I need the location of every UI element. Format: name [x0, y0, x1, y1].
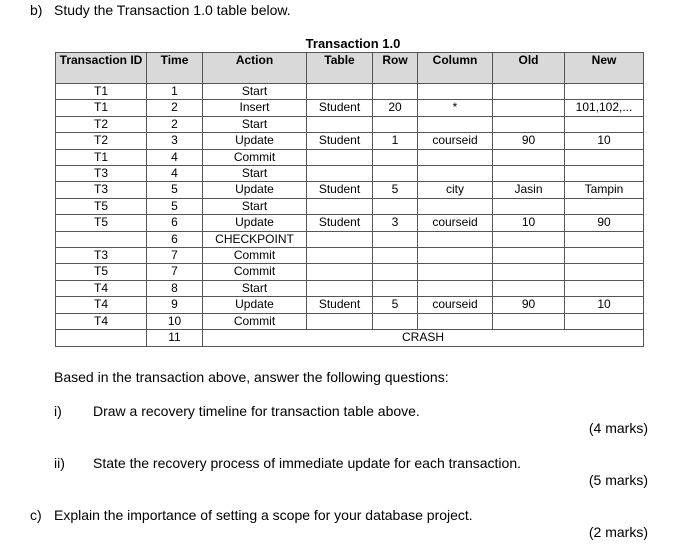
cell-column — [418, 166, 493, 182]
table-row — [56, 198, 644, 214]
cell-time: 10 — [147, 313, 203, 329]
cell-transaction-id — [56, 231, 147, 247]
cell-column — [418, 264, 493, 280]
cell-old — [493, 198, 565, 214]
cell-new — [565, 198, 644, 214]
cell-new: 10 — [565, 133, 644, 149]
cell-time: 6 — [147, 215, 203, 231]
cell-transaction-id: T1 — [56, 84, 147, 100]
cell-transaction-id: T5 — [56, 198, 147, 214]
cell-transaction-id: T3 — [56, 182, 147, 198]
cell-time: 2 — [147, 100, 203, 116]
cell-time: 4 — [147, 149, 203, 165]
cell-time: 4 — [147, 166, 203, 182]
table-row — [56, 297, 644, 313]
table-row — [56, 166, 644, 182]
cell-action: Update — [203, 215, 307, 231]
table-row — [56, 215, 644, 231]
cell-action: Insert — [203, 100, 307, 116]
section-c-label: c) — [30, 507, 42, 523]
cell-column: city — [418, 182, 493, 198]
cell-action: Update — [203, 297, 307, 313]
cell-row — [373, 149, 418, 165]
cell-action: CHECKPOINT — [203, 231, 307, 247]
header-new: New — [565, 53, 644, 84]
cell-transaction-id: T3 — [56, 166, 147, 182]
question-i-label: i) — [54, 403, 62, 419]
cell-column — [418, 198, 493, 214]
cell-new — [565, 264, 644, 280]
cell-transaction-id: T5 — [56, 264, 147, 280]
cell-old — [493, 116, 565, 132]
cell-new — [565, 231, 644, 247]
cell-action: Update — [203, 182, 307, 198]
cell-time: 9 — [147, 297, 203, 313]
cell-time: 2 — [147, 116, 203, 132]
cell-new — [565, 149, 644, 165]
cell-row — [373, 231, 418, 247]
header-column: Column — [418, 53, 493, 84]
cell-time: 7 — [147, 264, 203, 280]
cell-column — [418, 248, 493, 264]
table-row — [56, 264, 644, 280]
cell-column — [418, 313, 493, 329]
cell-column: courseid — [418, 215, 493, 231]
cell-table — [307, 198, 373, 214]
cell-new — [565, 166, 644, 182]
cell-old — [493, 84, 565, 100]
cell-action: Commit — [203, 248, 307, 264]
cell-row: 20 — [373, 100, 418, 116]
cell-table: Student — [307, 215, 373, 231]
cell-old — [493, 149, 565, 165]
cell-column: courseid — [418, 133, 493, 149]
header-row: Row — [373, 53, 418, 84]
cell-action: Start — [203, 198, 307, 214]
cell-table — [307, 264, 373, 280]
cell-transaction-id: T4 — [56, 297, 147, 313]
table-row — [56, 231, 644, 247]
cell-column — [418, 84, 493, 100]
cell-table — [307, 313, 373, 329]
section-b-label: b) — [30, 2, 43, 18]
table-row — [56, 133, 644, 149]
cell-new: 90 — [565, 215, 644, 231]
cell-old — [493, 264, 565, 280]
cell-new: 101,102,... — [565, 100, 644, 116]
cell-transaction-id: T1 — [56, 149, 147, 165]
cell-transaction-id: T3 — [56, 248, 147, 264]
table-row — [56, 100, 644, 116]
cell-new — [565, 116, 644, 132]
table-row — [56, 149, 644, 165]
header-action: Action — [203, 53, 307, 84]
cell-row: 5 — [373, 182, 418, 198]
cell-new: Tampin — [565, 182, 644, 198]
cell-time: 7 — [147, 248, 203, 264]
cell-new — [565, 84, 644, 100]
table-row — [56, 280, 644, 296]
cell-action: Update — [203, 133, 307, 149]
cell-time: 11 — [147, 330, 203, 346]
cell-table — [307, 84, 373, 100]
header-table: Table — [307, 53, 373, 84]
cell-action: Start — [203, 116, 307, 132]
table-row — [56, 84, 644, 100]
crash-row — [56, 330, 644, 346]
cell-old — [493, 100, 565, 116]
crash-label: CRASH — [203, 330, 644, 346]
cell-action: Start — [203, 84, 307, 100]
cell-new — [565, 313, 644, 329]
table-row — [56, 313, 644, 329]
header-time: Time — [147, 53, 203, 84]
cell-action: Start — [203, 280, 307, 296]
cell-table: Student — [307, 100, 373, 116]
cell-table — [307, 280, 373, 296]
question-i-text: Draw a recovery timeline for transaction table above. — [93, 403, 420, 419]
cell-action: Start — [203, 166, 307, 182]
cell-transaction-id: T2 — [56, 133, 147, 149]
cell-table: Student — [307, 182, 373, 198]
cell-row — [373, 313, 418, 329]
section-c-marks: (2 marks) — [588, 524, 648, 540]
cell-table: Student — [307, 133, 373, 149]
transaction-table — [55, 52, 644, 347]
header-old: Old — [493, 53, 565, 84]
section-c-text: Explain the importance of setting a scope for your database project. — [54, 507, 473, 523]
cell-row: 5 — [373, 297, 418, 313]
cell-old — [493, 280, 565, 296]
table-row — [56, 182, 644, 198]
question-ii-marks: (5 marks) — [588, 472, 648, 488]
cell-time: 1 — [147, 84, 203, 100]
header-transaction-id: Transaction ID — [56, 53, 147, 84]
question-i-marks: (4 marks) — [588, 420, 648, 436]
table-title: Transaction 1.0 — [305, 36, 401, 51]
cell-transaction-id: T2 — [56, 116, 147, 132]
cell-time: 5 — [147, 182, 203, 198]
cell-row — [373, 166, 418, 182]
cell-row — [373, 116, 418, 132]
cell-old — [493, 231, 565, 247]
cell-table: Student — [307, 297, 373, 313]
cell-time: 6 — [147, 231, 203, 247]
cell-old: 10 — [493, 215, 565, 231]
cell-row: 1 — [373, 133, 418, 149]
intro-text: Based in the transaction above, answer the following questions: — [54, 369, 449, 385]
cell-time: 3 — [147, 133, 203, 149]
cell-column — [418, 116, 493, 132]
cell-row — [373, 248, 418, 264]
cell-transaction-id — [56, 330, 147, 346]
cell-action: Commit — [203, 149, 307, 165]
cell-transaction-id: T1 — [56, 100, 147, 116]
cell-old — [493, 313, 565, 329]
cell-new — [565, 280, 644, 296]
cell-row — [373, 264, 418, 280]
cell-old — [493, 248, 565, 264]
question-ii-text: State the recovery process of immediate update for each transaction. — [93, 455, 522, 471]
cell-action: Commit — [203, 264, 307, 280]
cell-new: 10 — [565, 297, 644, 313]
cell-row — [373, 280, 418, 296]
cell-transaction-id: T4 — [56, 280, 147, 296]
cell-transaction-id: T5 — [56, 215, 147, 231]
cell-new — [565, 248, 644, 264]
cell-time: 5 — [147, 198, 203, 214]
cell-column — [418, 149, 493, 165]
table-row — [56, 248, 644, 264]
cell-table — [307, 166, 373, 182]
cell-table — [307, 116, 373, 132]
cell-column: courseid — [418, 297, 493, 313]
cell-old: 90 — [493, 133, 565, 149]
cell-table — [307, 231, 373, 247]
cell-transaction-id: T4 — [56, 313, 147, 329]
cell-old — [493, 166, 565, 182]
section-b-text: Study the Transaction 1.0 table below. — [54, 2, 291, 18]
cell-row — [373, 84, 418, 100]
table-row — [56, 116, 644, 132]
cell-old: 90 — [493, 297, 565, 313]
question-ii-label: ii) — [54, 455, 65, 471]
table-header-row — [56, 53, 644, 84]
cell-time: 8 — [147, 280, 203, 296]
cell-action: Commit — [203, 313, 307, 329]
cell-table — [307, 149, 373, 165]
cell-column — [418, 231, 493, 247]
cell-old: Jasin — [493, 182, 565, 198]
cell-column — [418, 280, 493, 296]
cell-column: * — [418, 100, 493, 116]
cell-row: 3 — [373, 215, 418, 231]
cell-row — [373, 198, 418, 214]
cell-table — [307, 248, 373, 264]
